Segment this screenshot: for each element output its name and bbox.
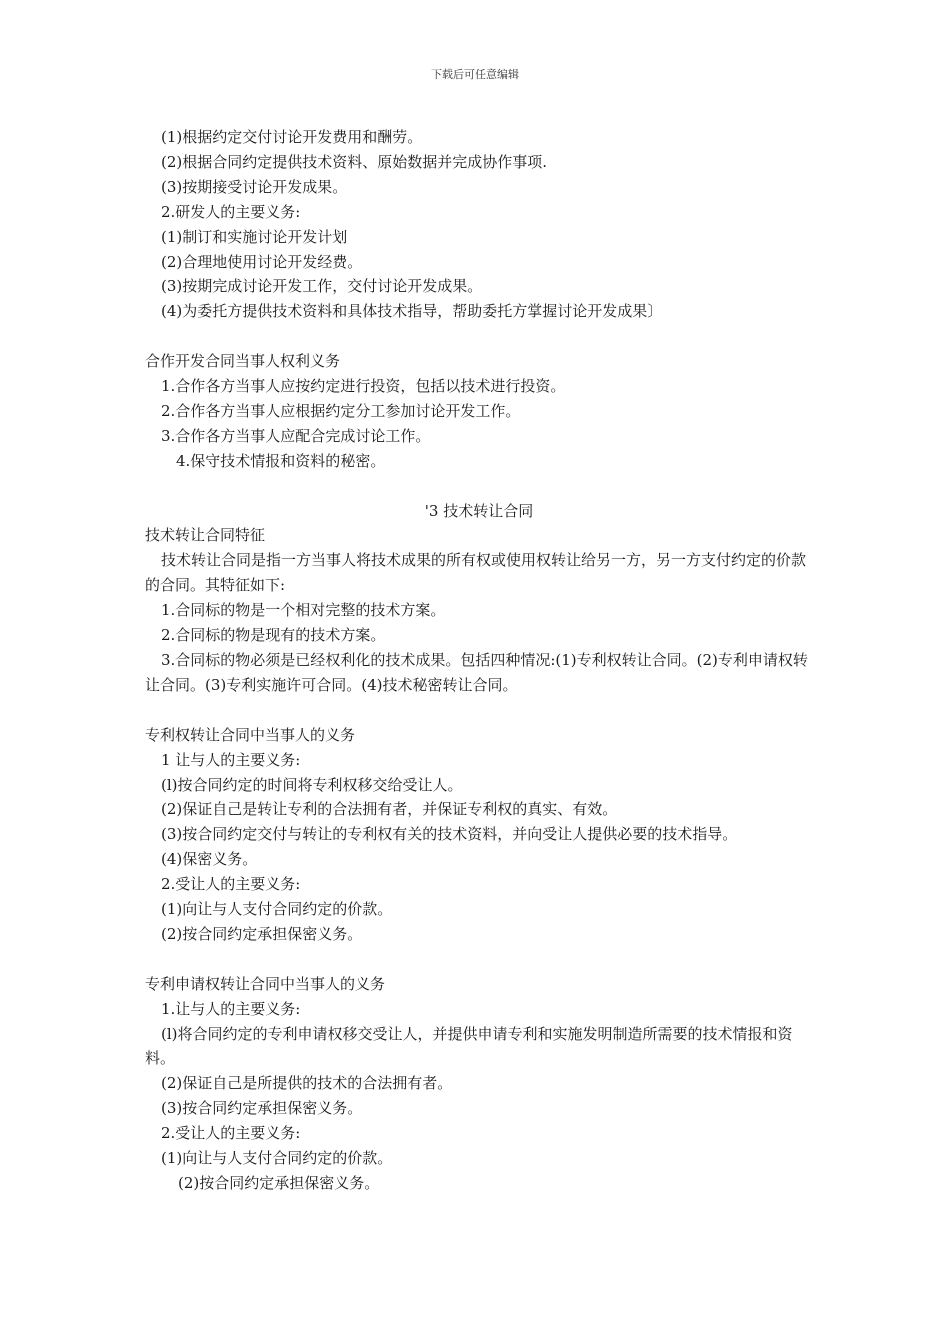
list-item: (4)保密义务。 xyxy=(161,850,258,869)
spacer xyxy=(145,947,813,972)
section-heading: 技术转让合同特征 xyxy=(145,526,266,545)
list-item: 1.合作各方当事人应按约定进行投资，包括以技术进行投资。 xyxy=(161,377,566,396)
list-item: 2.合作各方当事人应根据约定分工参加讨论开发工作。 xyxy=(161,401,521,420)
list-item: (2)根据合同约定提供技术资料、原始数据并完成协作事项. xyxy=(161,152,548,171)
page-header: 下载后可任意编辑 xyxy=(431,68,519,81)
list-item: (1)制订和实施讨论开发计划 xyxy=(161,227,348,246)
list-item: (1)根据约定交付讨论开发费用和酬劳。 xyxy=(161,128,423,146)
spacer xyxy=(145,474,813,499)
list-item: 1.让与人的主要义务: xyxy=(161,999,301,1018)
section-heading: 专利权转让合同中当事人的义务 xyxy=(145,725,356,744)
paragraph: (l)将合同约定的专利申请权移交受让人，并提供申请专利和实施发明制造所需要的技术情报和资料。 xyxy=(145,1024,793,1068)
chapter-title: '3 技术转让合同 xyxy=(424,501,534,520)
list-item: (3)按合同约定交付与转让的专利权有关的技术资料，并向受让人提供必要的技术指导。 xyxy=(161,825,738,844)
list-item: (3)按期接受讨论开发成果。 xyxy=(161,177,348,196)
spacer xyxy=(145,698,813,723)
list-item: (1)向让与人支付合同约定的价款。 xyxy=(161,900,393,919)
list-item: 3.合作各方当事人应配合完成讨论工作。 xyxy=(161,426,431,445)
list-item: (2)按合同约定承担保密义务。 xyxy=(161,924,363,943)
list-item: 2.受让人的主要义务: xyxy=(161,1124,301,1143)
list-item: (l)按合同约定的时间将专利权移交给受让人。 xyxy=(161,775,463,794)
list-item: (1)向让与人支付合同约定的价款。 xyxy=(161,1149,393,1168)
list-item: (2)保证自己是所提供的技术的合法拥有者。 xyxy=(161,1074,453,1093)
list-item: 2.研发人的主要义务: xyxy=(161,202,301,221)
list-item: (3)按期完成讨论开发工作，交付讨论开发成果。 xyxy=(161,277,483,296)
list-item: (2)合理地使用讨论开发经费。 xyxy=(161,252,363,271)
section-heading: 专利申请权转让合同中当事人的义务 xyxy=(145,974,386,993)
section-heading: 合作开发合同当事人权利义务 xyxy=(145,352,341,371)
list-item: 2.受让人的主要义务: xyxy=(161,875,301,894)
list-item: (2)按合同约定承担保密义务。 xyxy=(178,1174,380,1192)
spacer xyxy=(145,324,813,349)
paragraph: 3.合同标的物必须是已经权利化的技术成果。包括四种情况:(1)专利权转让合同。(2)专利申请权转让合同。(3)专利实施许可合同。(4)技术秘密转让合同。 xyxy=(145,651,808,694)
list-item: 1.合同标的物是一个相对完整的技术方案。 xyxy=(161,601,446,620)
list-item: 4.保守技术情报和资料的秘密。 xyxy=(176,451,386,470)
list-item: 2.合同标的物是现有的技术方案。 xyxy=(161,626,386,645)
document-body xyxy=(145,125,813,1196)
list-item: (2)保证自己是转让专利的合法拥有者，并保证专利权的真实、有效。 xyxy=(161,800,618,819)
paragraph: 技术转让合同是指一方当事人将技术成果的所有权或使用权转让给另一方，另一方支付约定的价款的合同。其特征如下: xyxy=(145,551,807,595)
list-item: (3)按合同约定承担保密义务。 xyxy=(161,1099,363,1118)
list-item: 1 让与人的主要义务: xyxy=(161,750,301,769)
list-item: (4)为委托方提供技术资料和具体技术指导，帮助委托方掌握讨论开发成果〕 xyxy=(161,302,663,321)
